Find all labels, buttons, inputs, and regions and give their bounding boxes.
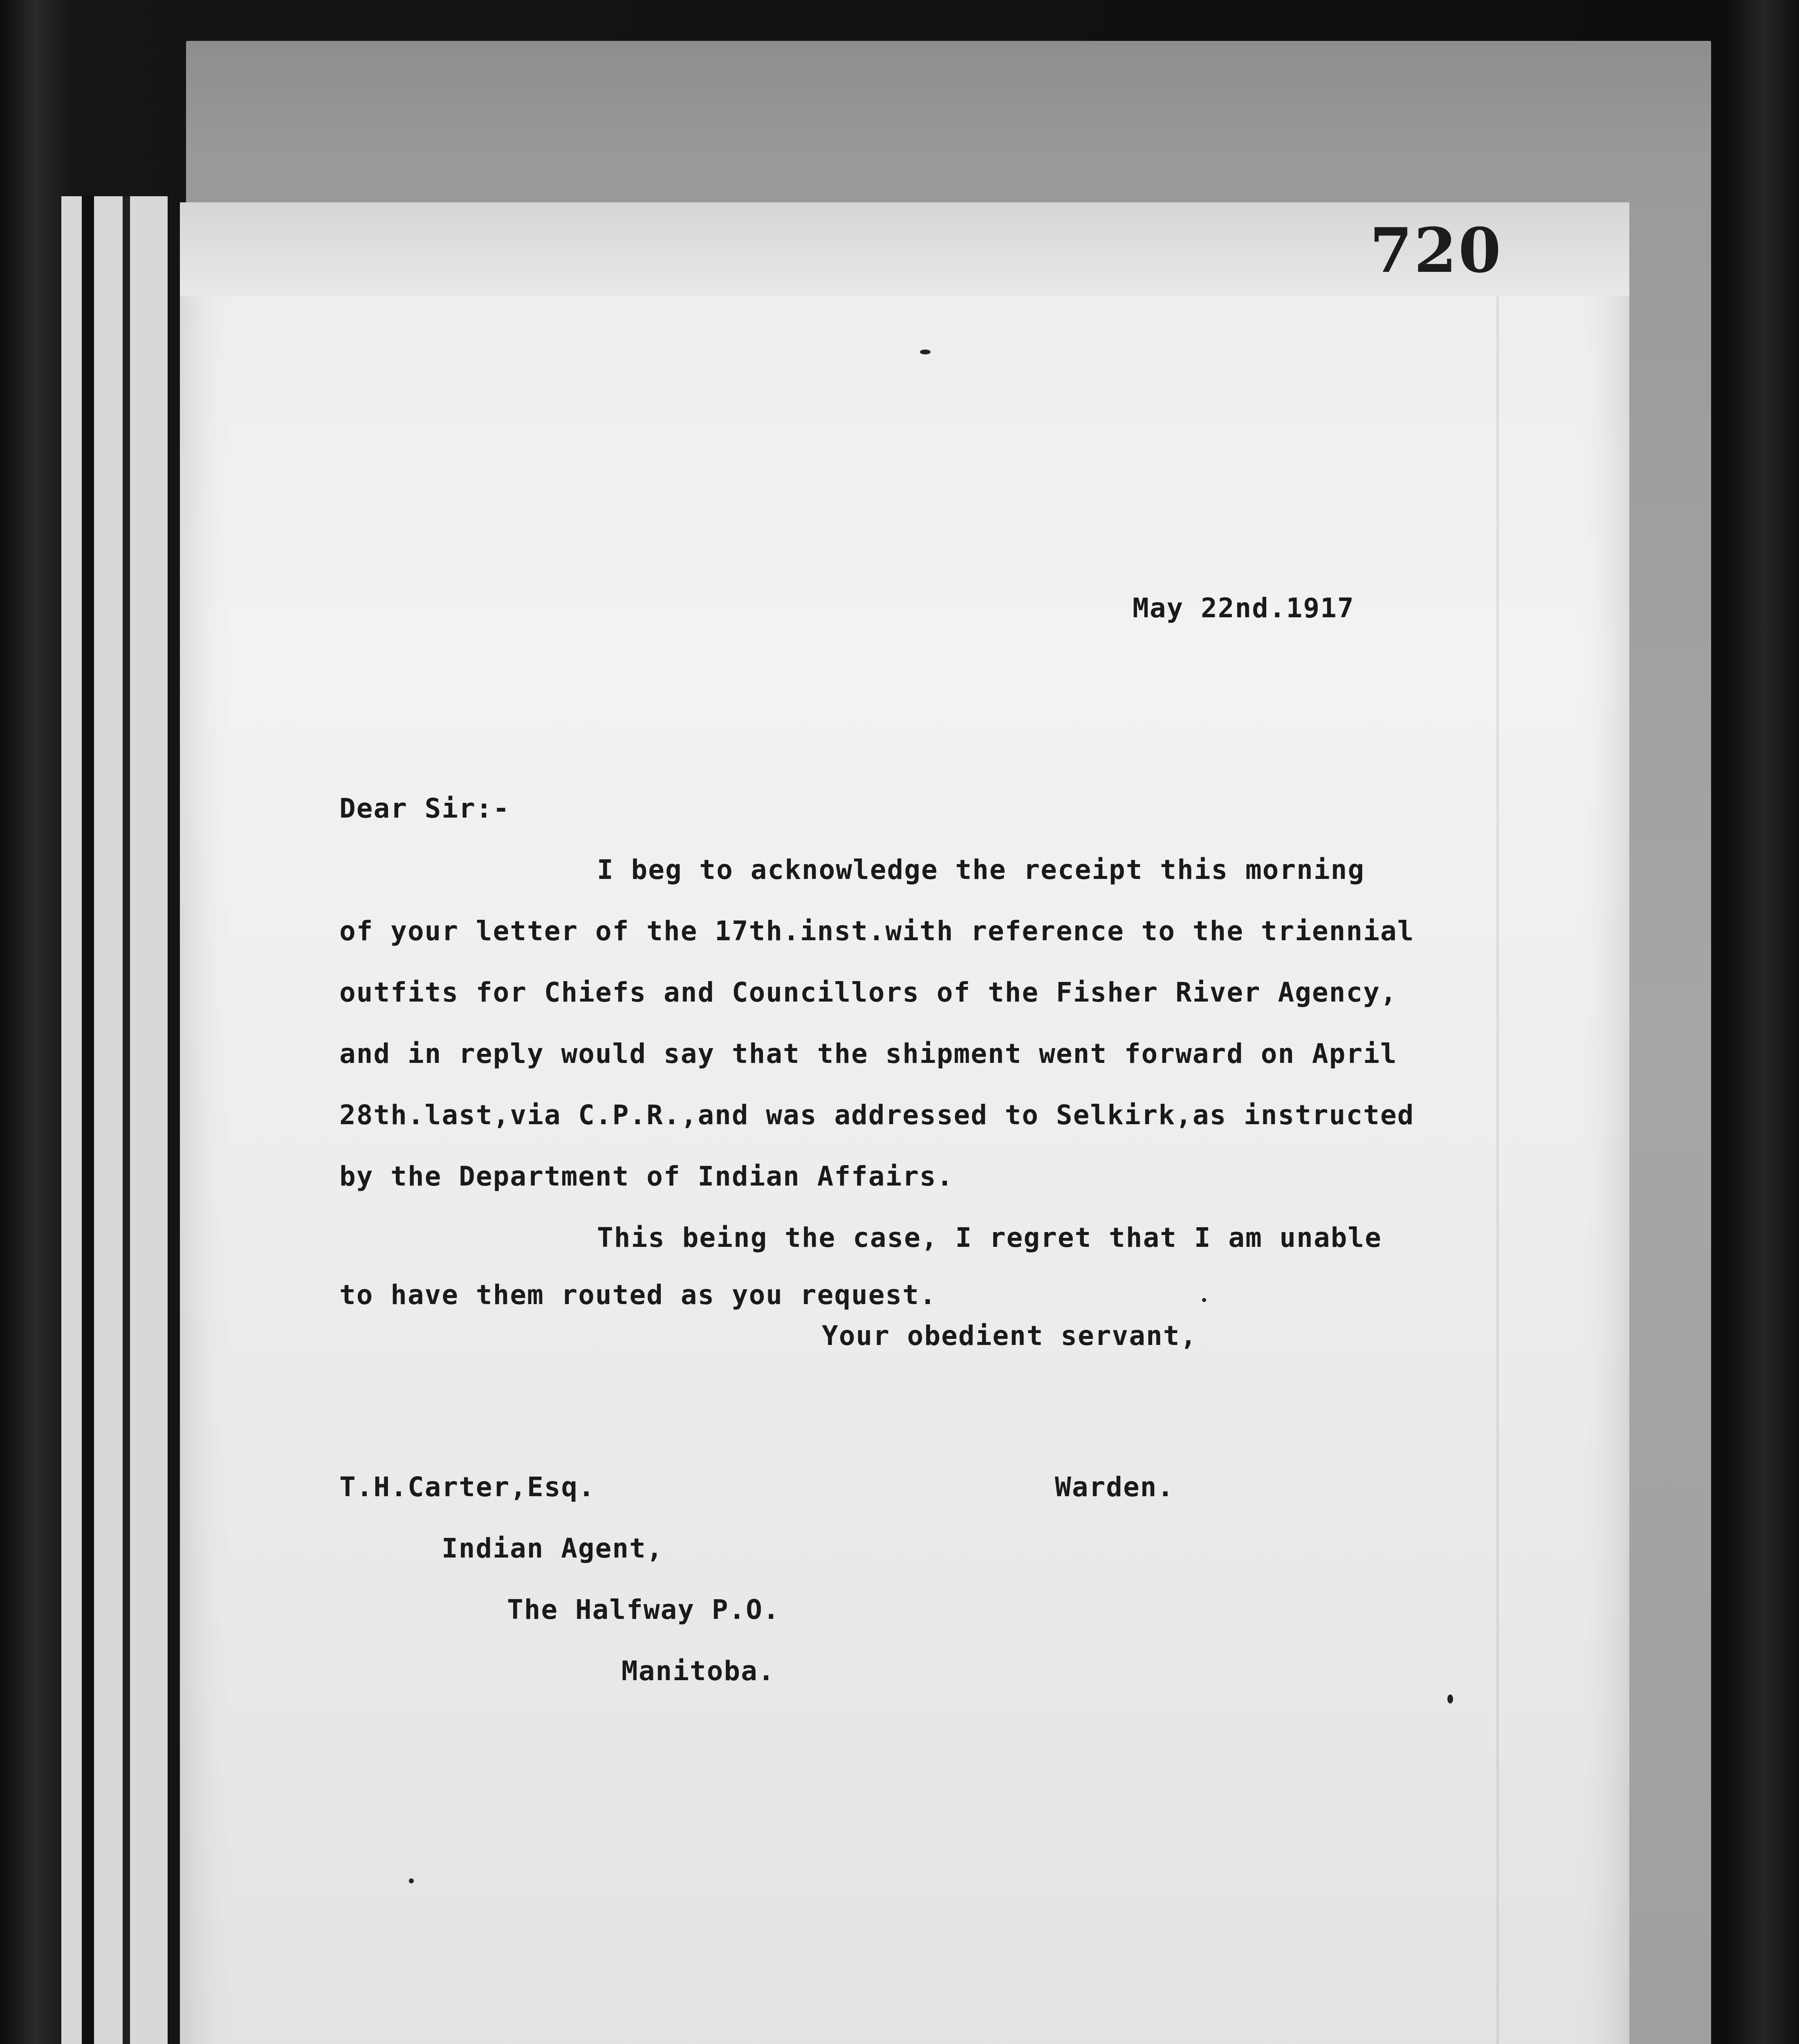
- letter-page: [180, 202, 1629, 2044]
- letter-date: May 22nd.1917: [1133, 592, 1355, 624]
- addressee-title: Indian Agent,: [442, 1533, 664, 1564]
- letter-body: [180, 202, 1629, 2044]
- film-speck: [1447, 1694, 1453, 1703]
- paragraph-line: I beg to acknowledge the receipt this morning: [597, 854, 1365, 885]
- paragraph-line: This being the case, I regret that I am unable: [597, 1222, 1382, 1253]
- paragraph-line: of your letter of the 17th.inst.with reference to the triennial: [339, 915, 1415, 947]
- binding-rule: [123, 196, 130, 2044]
- binding-rule: [82, 196, 94, 2044]
- page-number: 720: [1370, 215, 1503, 287]
- paragraph-line: by the Department of Indian Affairs.: [339, 1161, 954, 1192]
- signoff: Warden.: [1055, 1471, 1175, 1503]
- film-speck: [409, 1878, 414, 1883]
- closing: Your obedient servant,: [822, 1320, 1198, 1351]
- film-speck: [920, 350, 931, 354]
- salutation: Dear Sir:-: [339, 793, 510, 824]
- addressee-post-office: The Halfway P.O.: [507, 1594, 780, 1625]
- paragraph-line: and in reply would say that the shipment went forward on April: [339, 1038, 1397, 1069]
- paragraph-line: outfits for Chiefs and Councillors of the Fisher River Agency,: [339, 977, 1397, 1008]
- addressee-name: T.H.Carter,Esq.: [339, 1471, 596, 1503]
- addressee-province: Manitoba.: [621, 1655, 775, 1687]
- film-speck: [1202, 1298, 1206, 1302]
- paragraph-line: 28th.last,via C.P.R.,and was addressed to Selkirk,as instructed: [339, 1099, 1415, 1131]
- paragraph-line: to have them routed as you request.: [339, 1279, 937, 1311]
- left-binding-strip: [61, 196, 168, 2044]
